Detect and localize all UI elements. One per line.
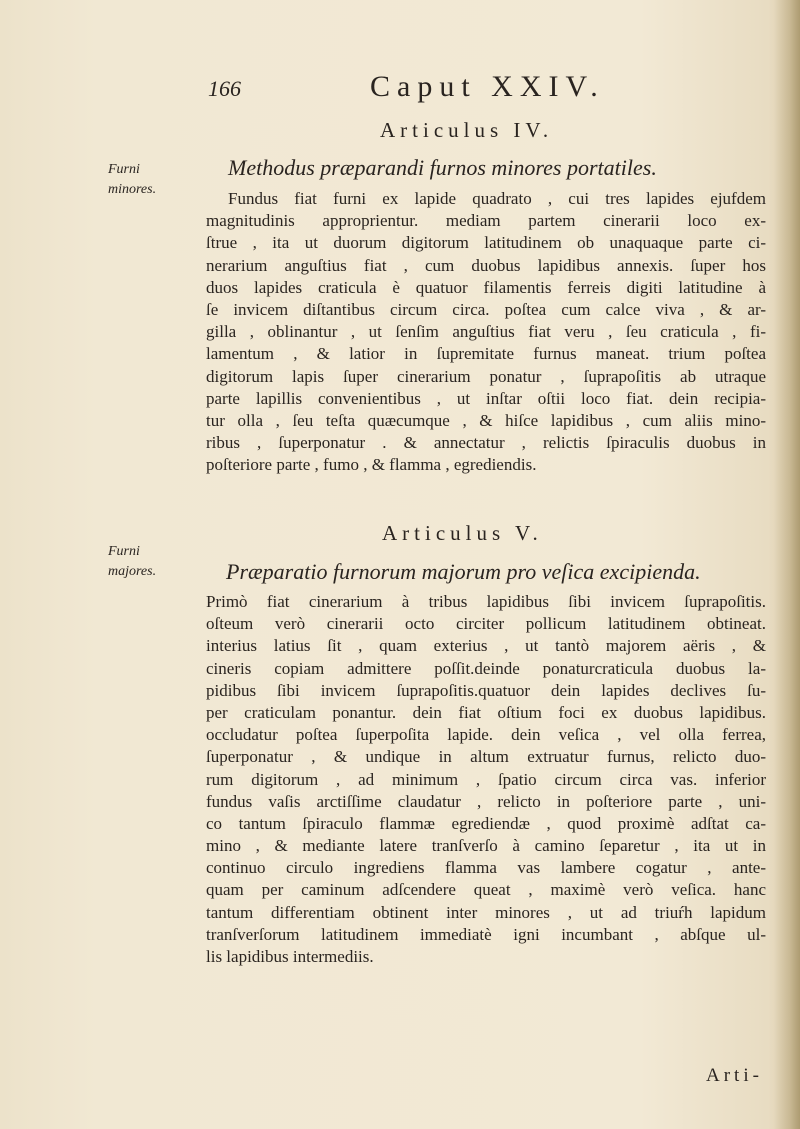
text-line: tur olla , ſeu teſta quæcumque , & hiſce lapidibus , cum aliis mino- <box>206 410 766 430</box>
text-line: co tantum ſpiraculo flammæ egrediendæ , quod proximè adſtat ca- <box>206 813 766 833</box>
article-title-iv: Articulus IV. <box>380 118 554 142</box>
catchword: Arti- <box>706 1065 763 1086</box>
text-line: rum digitorum , ad minimum , ſpatio circum circa vas. inferior <box>206 769 766 789</box>
text-line: ribus , ſuperponatur . & annectatur , relictis ſpiraculis duobus in <box>206 433 766 453</box>
text-line: tantum differentiam obtinent inter minores , ut ad triuŕh lapidum <box>206 902 766 922</box>
text-line: lamentum , & latior in ſupremitate furnus maneat. trium poſtea <box>206 344 766 364</box>
text-line: pidibus ſibi invicem ſuprapoſitis.quatuor dein lapides declives ſu- <box>206 680 766 700</box>
margin-note-line: Furni <box>108 162 140 177</box>
text-line: continuo circulo ingrediens flamma vas lambere cogatur , ante- <box>206 858 766 878</box>
text-line: quam per caminum adſcendere queat , maximè verò veſica. hanc <box>206 880 766 900</box>
running-head: Caput XXIV. <box>370 70 605 103</box>
text-line: interius latius ſit , quam exterius , ut tantò majorem aëris , & <box>206 636 766 656</box>
text-line: Primò fiat cinerarium à tribus lapidibus ſibi invicem ſuprapoſitis. <box>206 592 766 611</box>
text-line: ſe invicem diſtantibus circum circa. poſtea cum calce viva , & ar- <box>206 299 766 319</box>
text-line: mino , & mediante latere tranſverſo à camino ſeparetur , ita ut in <box>206 836 766 856</box>
text-line: tranſverſorum latitudinem immediatè igni incumbant , abſque ul- <box>206 924 766 944</box>
margin-note-majores <box>108 542 198 582</box>
text-line: gilla , oblinantur , ut ſenſim anguſtius fiat veru , ſeu craticula , fi- <box>206 322 766 342</box>
text-line: parte lapillis convenientibus , ut inſtar oſtii loco fiat. dein recipia- <box>206 388 766 408</box>
text-line: fundus vaſis arctiſſime claudatur , relicto in poſteriore parte , uni- <box>206 791 766 811</box>
paragraph-article-v <box>206 591 766 968</box>
margin-note-minores <box>108 160 198 200</box>
text-line: magnitudinis approprientur. mediam partem cinerarii loco ex- <box>206 211 766 231</box>
page-number: 166 <box>208 76 241 101</box>
text-line: per craticulam ponantur. dein fiat oſtium foci ex duobus lapidibus. <box>206 702 766 722</box>
heading-furni-minores: Methodus præparandi furnos minores portatiles. <box>228 155 657 180</box>
text-line: ſuperponatur , & undique in altum extruatur furnus, relicto duo- <box>206 747 766 767</box>
margin-note-line: minores. <box>108 182 157 197</box>
text-line: cineris copiam admittere poſſit.deinde ponaturcraticula duobus la- <box>206 658 766 678</box>
text-line: nerarium anguſtius fiat , cum duobus lapidibus annexis. ſuper hos <box>206 255 766 275</box>
text-line: Fundus fiat furni ex lapide quadrato , cui tres lapides ejufdem <box>228 189 766 208</box>
article-title-v: Articulus V. <box>382 521 543 545</box>
margin-note-line: majores. <box>108 564 157 579</box>
page-edge-shadow <box>774 0 800 1129</box>
text-line: lis lapidibus intermediis. <box>206 947 374 966</box>
margin-note-line: Furni <box>108 544 140 559</box>
text-line: occludatur poſtea ſuperpoſita lapide. dein veſica , vel olla ferrea, <box>206 725 766 745</box>
text-line: duos lapides craticula è quatuor filamentis ferreis digiti latitudine à <box>206 277 766 297</box>
text-line: oſteum verò cinerarii octo circiter pollicum latitudinem obtineat. <box>206 614 766 634</box>
paragraph-article-iv <box>206 188 766 476</box>
text-line: ſtrue , ita ut duorum digitorum latitudinem ob unaquaque parte ci- <box>206 233 766 253</box>
text-line: digitorum lapis ſuper cinerarium ponatur , ſuprapoſitis ab utraque <box>206 366 766 386</box>
heading-furni-majores: Præparatio furnorum majorum pro veſica excipienda. <box>226 559 701 584</box>
text-line: poſteriore parte , fumo , & flamma , egrediendis. <box>206 455 537 475</box>
